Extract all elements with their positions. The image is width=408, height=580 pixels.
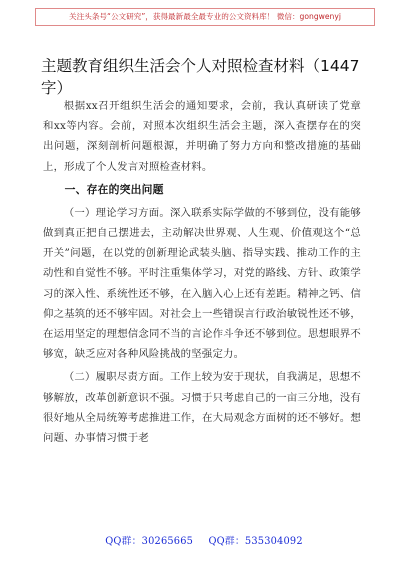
section-heading: 一、存在的突出问题 (64, 182, 164, 196)
document-body (43, 96, 361, 448)
theory-study-paragraph: （一）理论学习方面。深入联系实际学做的不够到位，没有能够做到真正把自己摆进去，主动解决世界观、人生观、价值观这个“总开关”问题，在以党的创新理论武装头脑、指导实践、推动工作的主动性和自觉性不够。平时注重集体学习，对党的路线、方针、政策学习的深入性、系统性还不够，在入脑入心上还有差距。精神之钙、信仰之基筑的还不够牢固。对社会上一些错误言行政治敏锐性还不够，在运用坚定的理想信念同不当的言论作斗争还不够到位。思想眼界不够宽，缺乏应对各种风险挑战的坚强定力。 (43, 206, 361, 361)
promo-banner: 关注头条号“公文研究”，获得最新最全最专业的公文资料库！ 微信：gongwenyj (35, 8, 375, 26)
document-title: 主题教育组织生活会个人对照检查材料（1447字） (41, 57, 360, 97)
intro-paragraph: 根据xx召开组织生活会的通知要求，会前，我认真研读了党章和xx等内容。会前，对照本次组织生活会主题，深入查摆存在的突出问题，深刻剖析问题根源，并明确了努力方向和整改措施的基础上，形成了个人发言对照检查材料。 (43, 100, 361, 173)
contact-footer (0, 533, 408, 547)
qq-group-1: QQ群：30265665 (105, 536, 194, 547)
qq-group-2: QQ群：535304092 (208, 536, 303, 547)
duty-performance-paragraph: （二）履职尽责方面。工作上较为安于现状，自我满足，思想不够解放，改革创新意识不强。习惯于只考虑自己的一亩三分地，没有很好地从全局统筹考虑推进工作，在大局观念方面树的还不够好。想问题、办事情习惯于老 (43, 371, 361, 445)
